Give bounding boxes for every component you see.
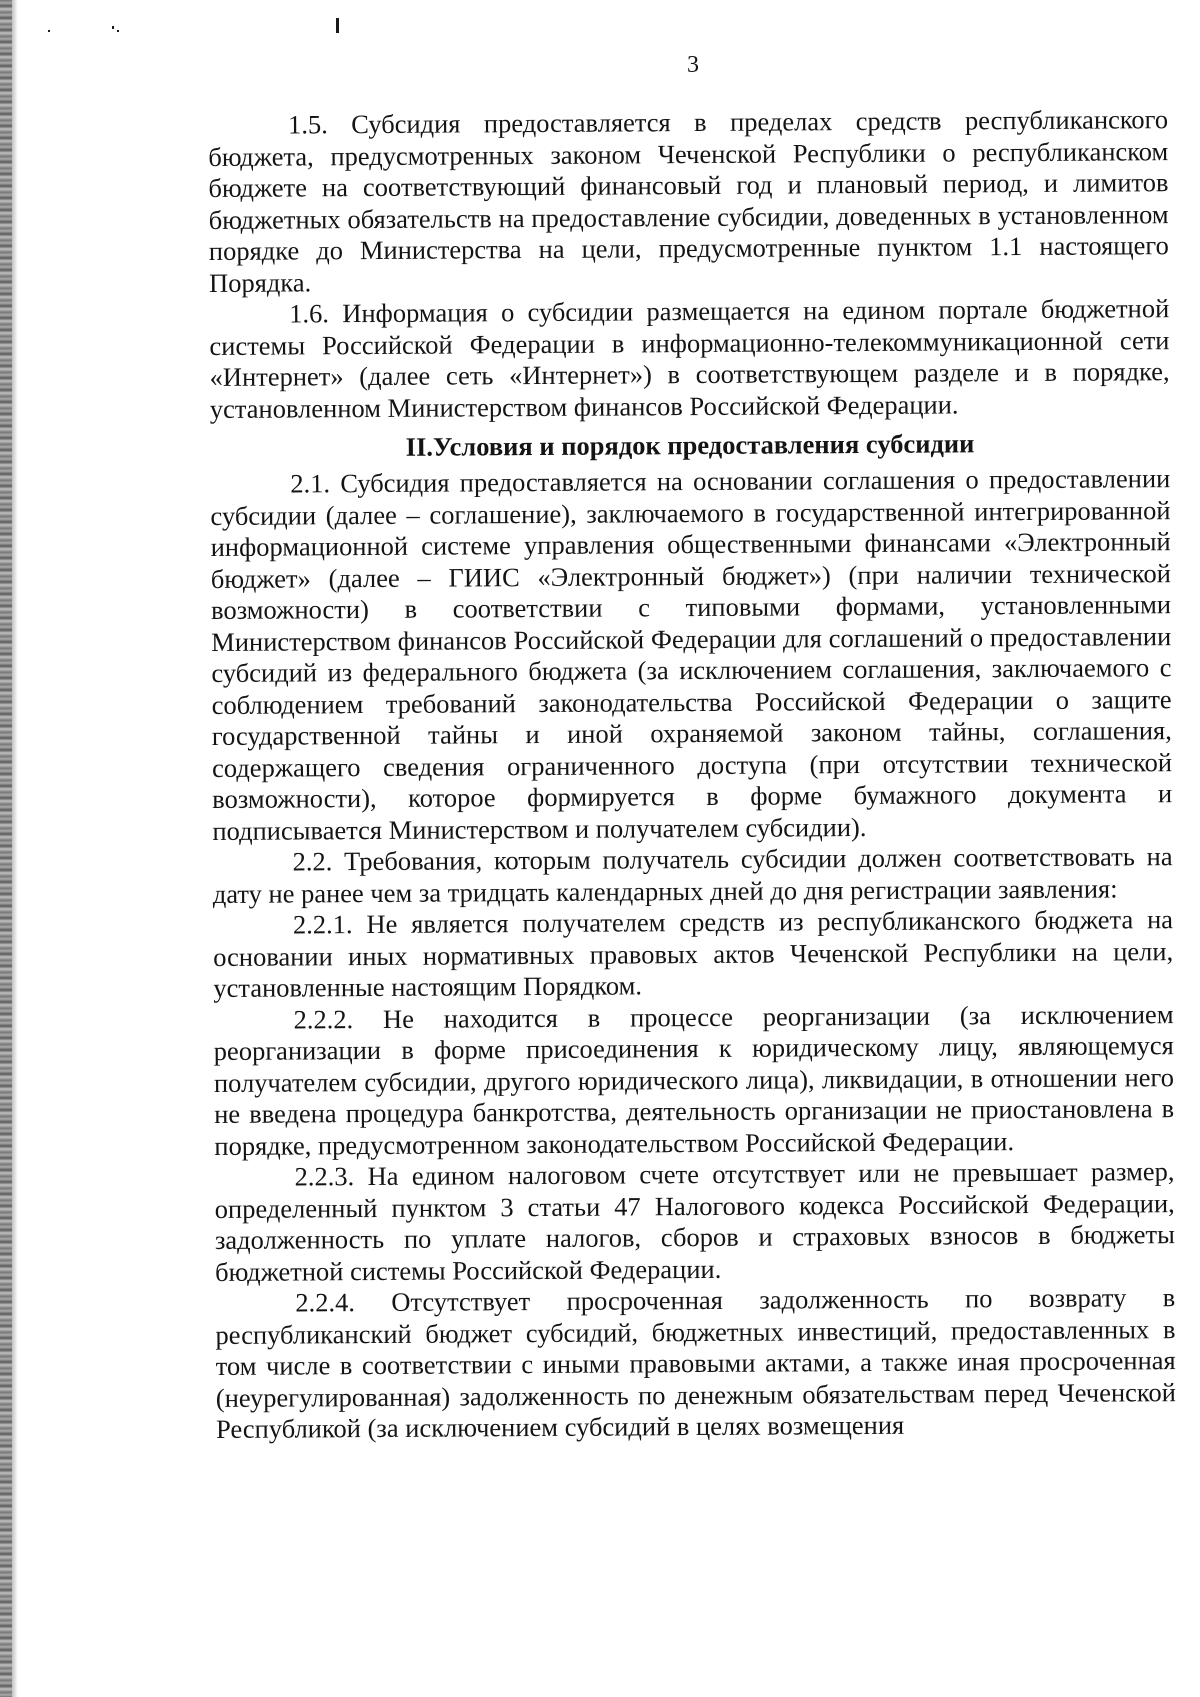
paragraph-1-5: 1.5. Субсидия предоставляется в пределах средств республиканского бюджета, предусмотренных законом Чеченской Республики о республиканском бюджете на соответствующий финансовый год и плановый период, и лимитов бюджетных обязательств на предоставление субсидии, доведенных в установленном порядке до Министерства на цели, предусмотренные пунктом 1.1 настоящего Порядка. bbox=[208, 104, 1169, 298]
paragraph-1-6: 1.6. Информация о субсидии размещается на едином портале бюджетной системы Российской Федерации в информационно-телекоммуникационной сети «Интернет» (далее сеть «Интернет») в соответствующем разделе и в порядке, установленном Министерством финансов Российской Федерации. bbox=[209, 293, 1170, 424]
scan-speck bbox=[48, 30, 50, 32]
paragraph-2-1: 2.1. Субсидия предоставляется на основании соглашения о предоставлении субсидии (далее – соглашение), заключаемого в государственной интегрированной информационной системе управления общественными финансами «Электронный бюджет» (далее – ГИИС «Электронный бюджет») (при наличии технической возможности) в соответствии с типовыми формами, установленными Министерством финансов Российской Федерации для соглашений о предоставлении субсидий из федерального бюджета (за исключением соглашения, заключаемого с соблюдением требований законодательства Российской Федерации о защите государственной тайны и иной охраняемой законом тайны, соглашения, содержащего сведения ограниченного доступа (при отсутствии технической возможности), которое формируется в форме бумажного документа и подписывается Министерством и получателем субсидии). bbox=[210, 463, 1173, 846]
paragraph-2-2-1: 2.2.1. Не является получателем средств из республиканского бюджета на основании иных нормативных правовых актов Чеченской Республики на цели, установленные настоящим Порядком. bbox=[213, 904, 1174, 1003]
section-2-heading: II.Условия и порядок предоставления субсидии bbox=[405, 428, 975, 462]
scan-edge-gradient bbox=[12, 0, 18, 1697]
document-body bbox=[208, 104, 1176, 1445]
paragraph-2-2-3: 2.2.3. На едином налоговом счете отсутствует или не превышает размер, определенный пунктом 3 статьи 47 Налогового кодекса Российской Федерации, задолженность по уплате налогов, сборов и страховых взносов в бюджеты бюджетной системы Российской Федерации. bbox=[214, 1156, 1175, 1287]
scan-speck bbox=[117, 30, 119, 32]
page-number: 3 bbox=[687, 52, 699, 78]
scan-edge-shadow bbox=[0, 0, 12, 1697]
scan-speck bbox=[336, 18, 339, 33]
paragraph-2-2-4: 2.2.4. Отсутствует просроченная задолженность по возврату в республиканский бюджет субсидий, бюджетных инвестиций, предоставленных в том числе в соответствии с иными правовыми актами, а также иная просроченная (неурегулированная) задолженность по денежным обязательствам перед Чеченской Республикой (за исключением субсидий в целях возмещения bbox=[215, 1282, 1176, 1444]
paragraph-2-2: 2.2. Требования, которым получатель субсидии должен соответствовать на дату не ранее чем за тридцать календарных дней до дня регистрации заявления: bbox=[212, 841, 1173, 909]
paragraph-2-2-2: 2.2.2. Не находится в процессе реорганизации (за исключением реорганизации в форме присоединения к юридическому лицу, являющемуся получателем субсидии, другого юридического лица), ликвидации, в отношении него не введена процедура банкротства, деятельность организации не приостановлена в порядке, предусмотренном законодательством Российской Федерации. bbox=[213, 998, 1175, 1161]
scan-speck bbox=[112, 26, 114, 29]
